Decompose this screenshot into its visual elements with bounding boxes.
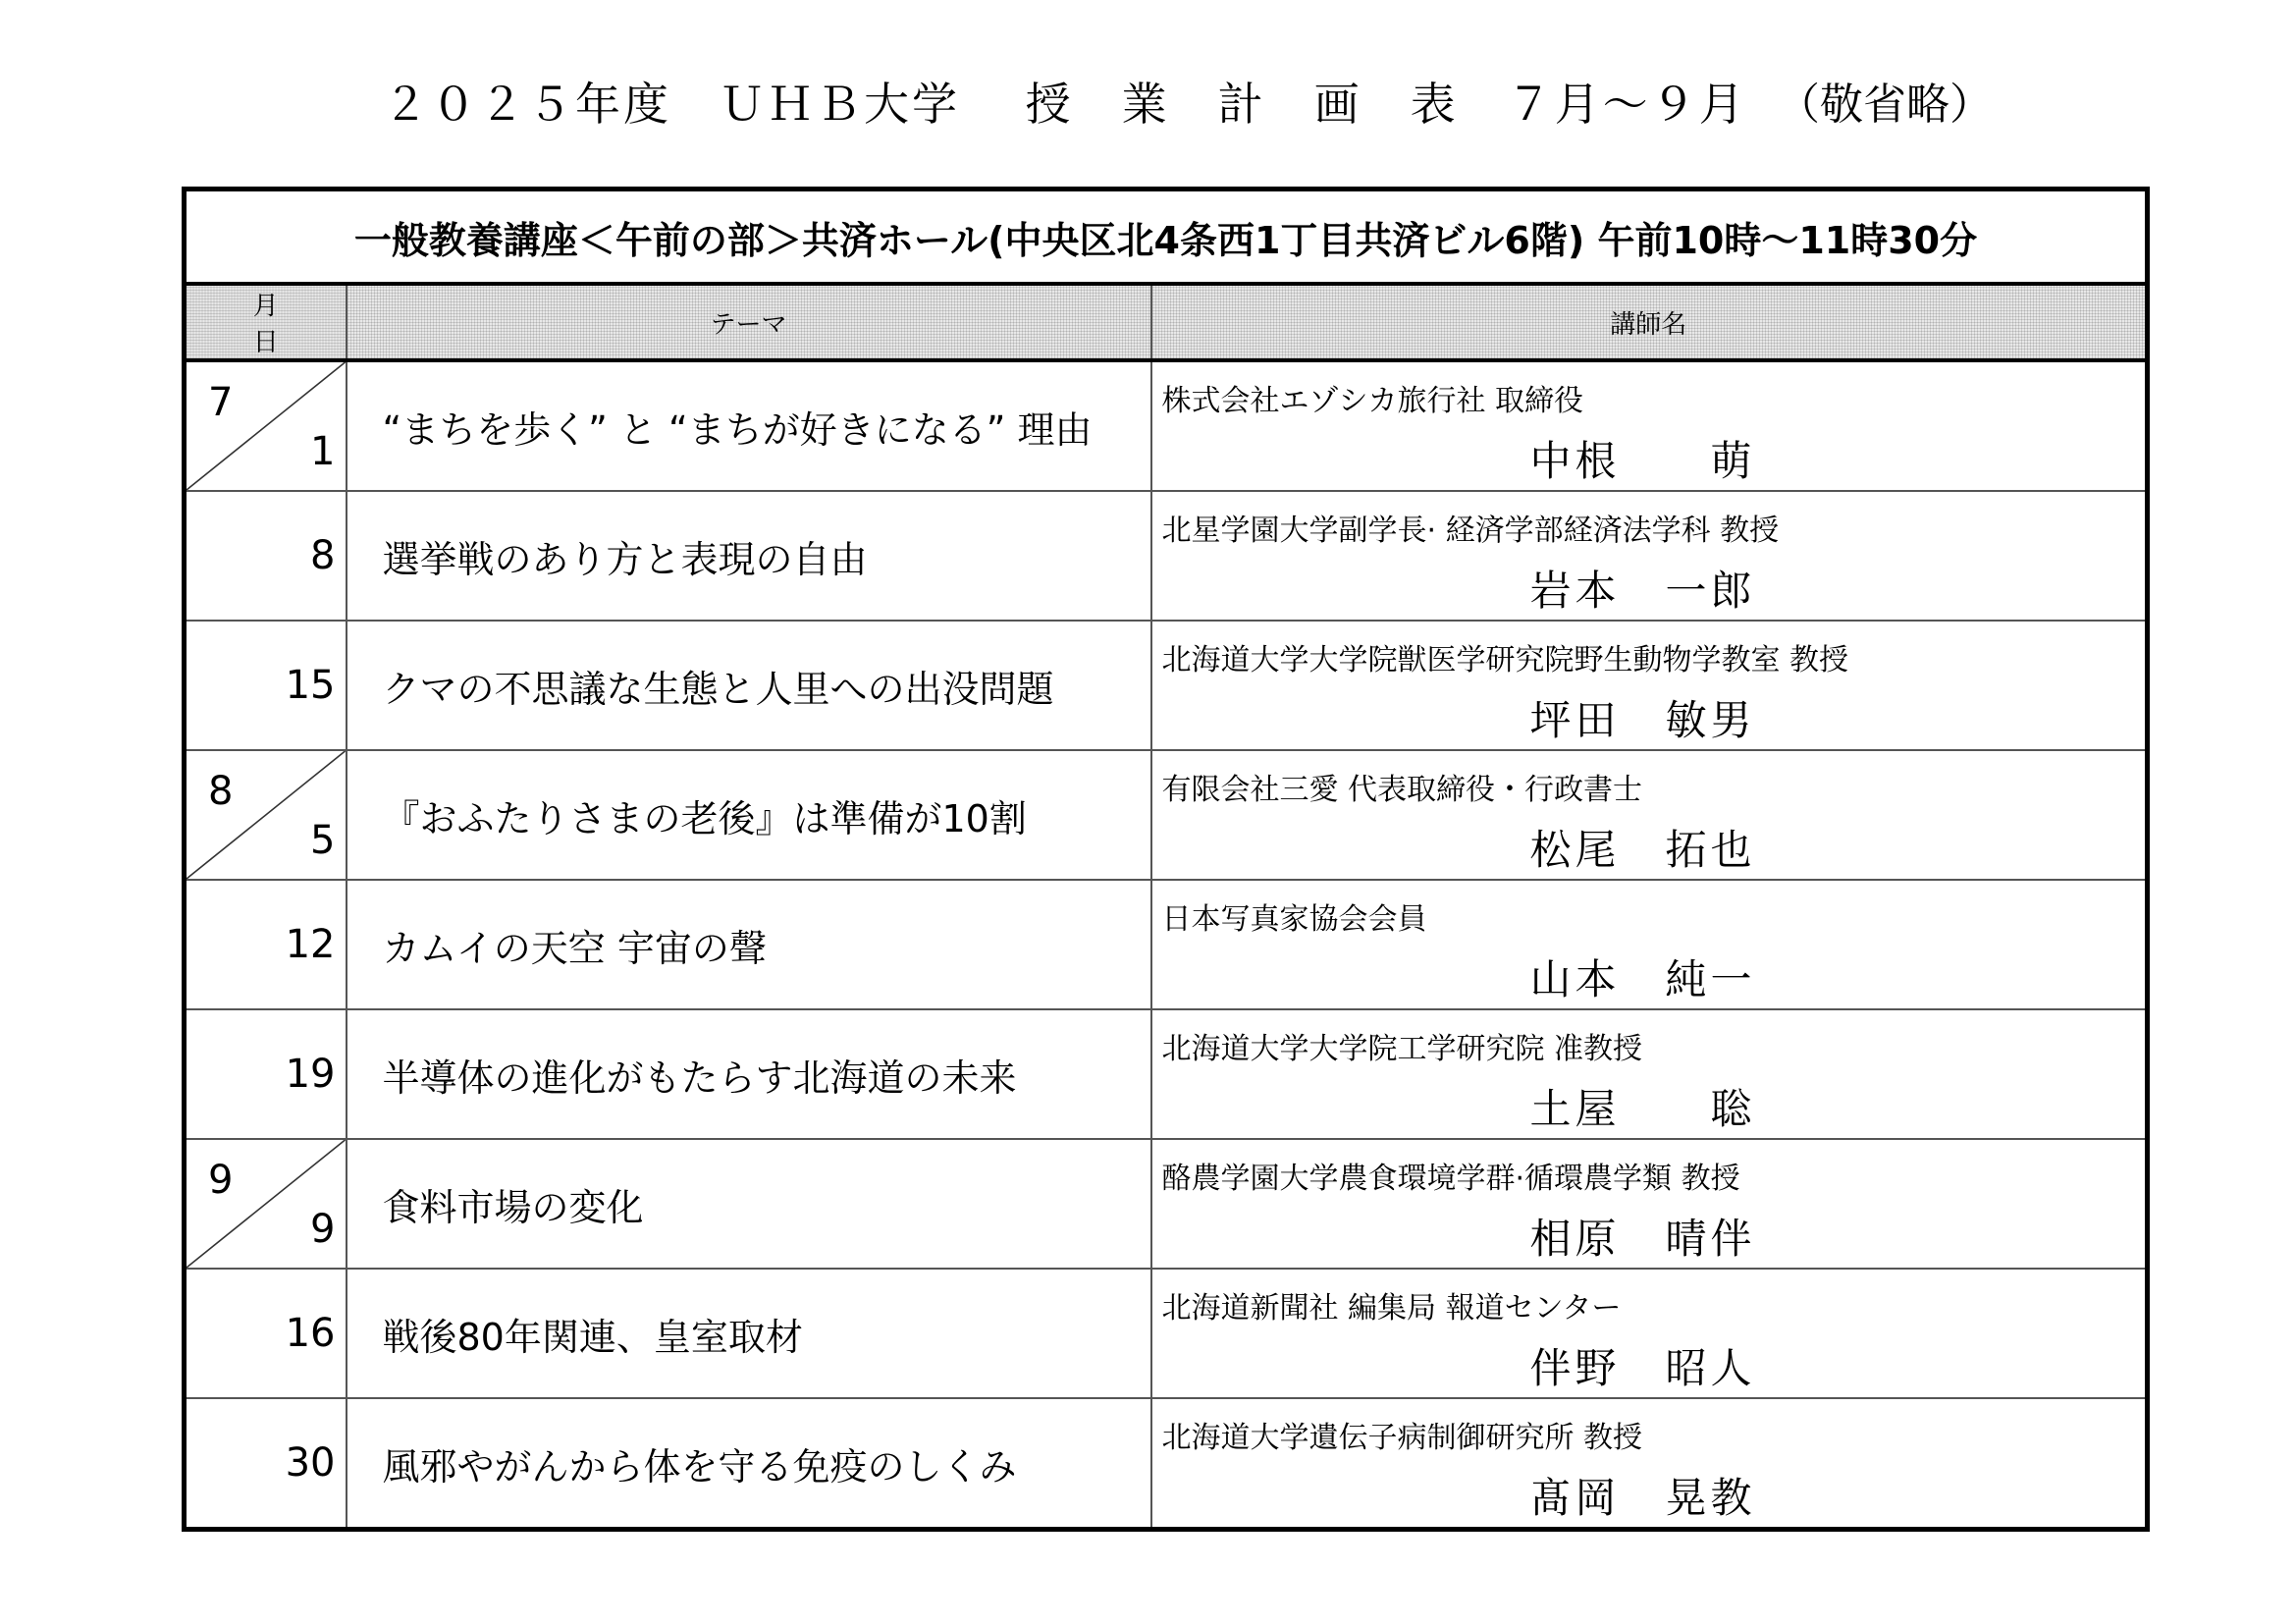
table-row xyxy=(185,1139,2148,1269)
course-banner: 一般教養講座＜午前の部＞共済ホール(中央区北4条西1丁目共済ビル6階) 午前10時～11時30分 xyxy=(185,189,2148,285)
table-row xyxy=(185,1009,2148,1139)
lecturer-name: 相原 晴伴 xyxy=(1529,1215,1756,1263)
lecturer-affiliation: 北海道新聞社 編集局 報道センター xyxy=(1161,1291,1622,1326)
column-header-date: 月 日 xyxy=(185,284,347,360)
date-cell xyxy=(185,491,347,621)
table-row xyxy=(185,1269,2148,1398)
lecturer-name: 松尾 拓也 xyxy=(1529,826,1756,874)
lecturer-affiliation: 株式会社エゾシカ旅行社 取締役 xyxy=(1161,384,1584,418)
lecturer-cell xyxy=(1151,491,2148,621)
lecturer-cell xyxy=(1151,360,2148,491)
table-row xyxy=(185,750,2148,880)
month-label: 9 xyxy=(208,1158,234,1203)
lecture-schedule-table xyxy=(182,187,2150,1532)
lecturer-name: 伴野 昭人 xyxy=(1529,1344,1756,1392)
theme-cell: 戦後80年関連、皇室取材 xyxy=(347,1269,1151,1398)
date-cell xyxy=(185,360,347,491)
day-label: 9 xyxy=(310,1207,336,1252)
lecturer-cell xyxy=(1151,880,2148,1009)
lecturer-cell xyxy=(1151,621,2148,750)
theme-cell: カムイの天空 宇宙の聲 xyxy=(347,880,1151,1009)
column-header-row xyxy=(185,284,2148,360)
lecturer-name: 土屋 聡 xyxy=(1529,1085,1756,1133)
honorific-note: （敬省略） xyxy=(1777,80,1993,130)
column-header-theme: テーマ xyxy=(347,284,1151,360)
lecturer-affiliation: 北海道大学大学院獣医学研究院野生動物学教室 教授 xyxy=(1161,643,1849,677)
lecturer-name: 山本 純一 xyxy=(1529,955,1756,1003)
lecturer-name: 坪田 敏男 xyxy=(1529,696,1756,744)
lecturer-name: 中根 萌 xyxy=(1529,437,1756,485)
theme-cell: 半導体の進化がもたらす北海道の未来 xyxy=(347,1009,1151,1139)
table-row xyxy=(185,880,2148,1009)
month-label: 7 xyxy=(208,380,234,425)
day-label: 1 xyxy=(310,429,336,474)
theme-cell: “まちを歩く” と “まちが好きになる” 理由 xyxy=(347,360,1151,491)
day-label: 19 xyxy=(285,1052,336,1097)
theme-cell: 『おふたりさまの老後』は準備が10割 xyxy=(347,750,1151,880)
date-cell xyxy=(185,621,347,750)
month-label: 8 xyxy=(208,769,234,814)
lecturer-cell xyxy=(1151,1139,2148,1269)
day-label: 30 xyxy=(285,1440,336,1486)
lecturer-name: 髙岡 晃教 xyxy=(1529,1474,1756,1522)
document-header xyxy=(0,69,2296,131)
theme-cell: クマの不思議な生態と人里への出没問題 xyxy=(347,621,1151,750)
date-cell xyxy=(185,750,347,880)
theme-cell: 食料市場の変化 xyxy=(347,1139,1151,1269)
table-row xyxy=(185,360,2148,491)
document-title: ２０２５年度 ＵＨＢ大学 授 業 計 画 表 ７月～９月 xyxy=(383,78,1747,131)
table-row xyxy=(185,621,2148,750)
day-label: 16 xyxy=(285,1311,336,1356)
lecturer-affiliation: 北星学園大学副学長· 経済学部経済法学科 教授 xyxy=(1161,514,1780,548)
date-cell xyxy=(185,1398,347,1530)
day-label: 8 xyxy=(310,533,336,578)
date-cell xyxy=(185,880,347,1009)
date-cell xyxy=(185,1139,347,1269)
lecturer-affiliation: 北海道大学大学院工学研究院 准教授 xyxy=(1161,1032,1643,1066)
lecturer-cell xyxy=(1151,1009,2148,1139)
theme-cell: 選挙戦のあり方と表現の自由 xyxy=(347,491,1151,621)
lecturer-cell xyxy=(1151,750,2148,880)
lecturer-cell xyxy=(1151,1269,2148,1398)
theme-cell: 風邪やがんから体を守る免疫のしくみ xyxy=(347,1398,1151,1530)
lecturer-affiliation: 酪農学園大学農食環境学群·循環農学類 教授 xyxy=(1161,1162,1740,1196)
lecturer-cell xyxy=(1151,1398,2148,1530)
date-cell xyxy=(185,1269,347,1398)
lecturer-affiliation: 北海道大学遺伝子病制御研究所 教授 xyxy=(1161,1421,1643,1455)
date-cell xyxy=(185,1009,347,1139)
column-header-lecturer: 講師名 xyxy=(1151,284,2148,360)
table-row xyxy=(185,491,2148,621)
lecturer-name: 岩本 一郎 xyxy=(1529,567,1756,615)
day-label: 12 xyxy=(285,922,336,967)
day-label: 15 xyxy=(285,663,336,708)
table-row xyxy=(185,1398,2148,1530)
day-label: 5 xyxy=(310,818,336,863)
lecturer-affiliation: 日本写真家協会会員 xyxy=(1161,902,1427,937)
lecturer-affiliation: 有限会社三愛 代表取締役・行政書士 xyxy=(1161,773,1643,807)
